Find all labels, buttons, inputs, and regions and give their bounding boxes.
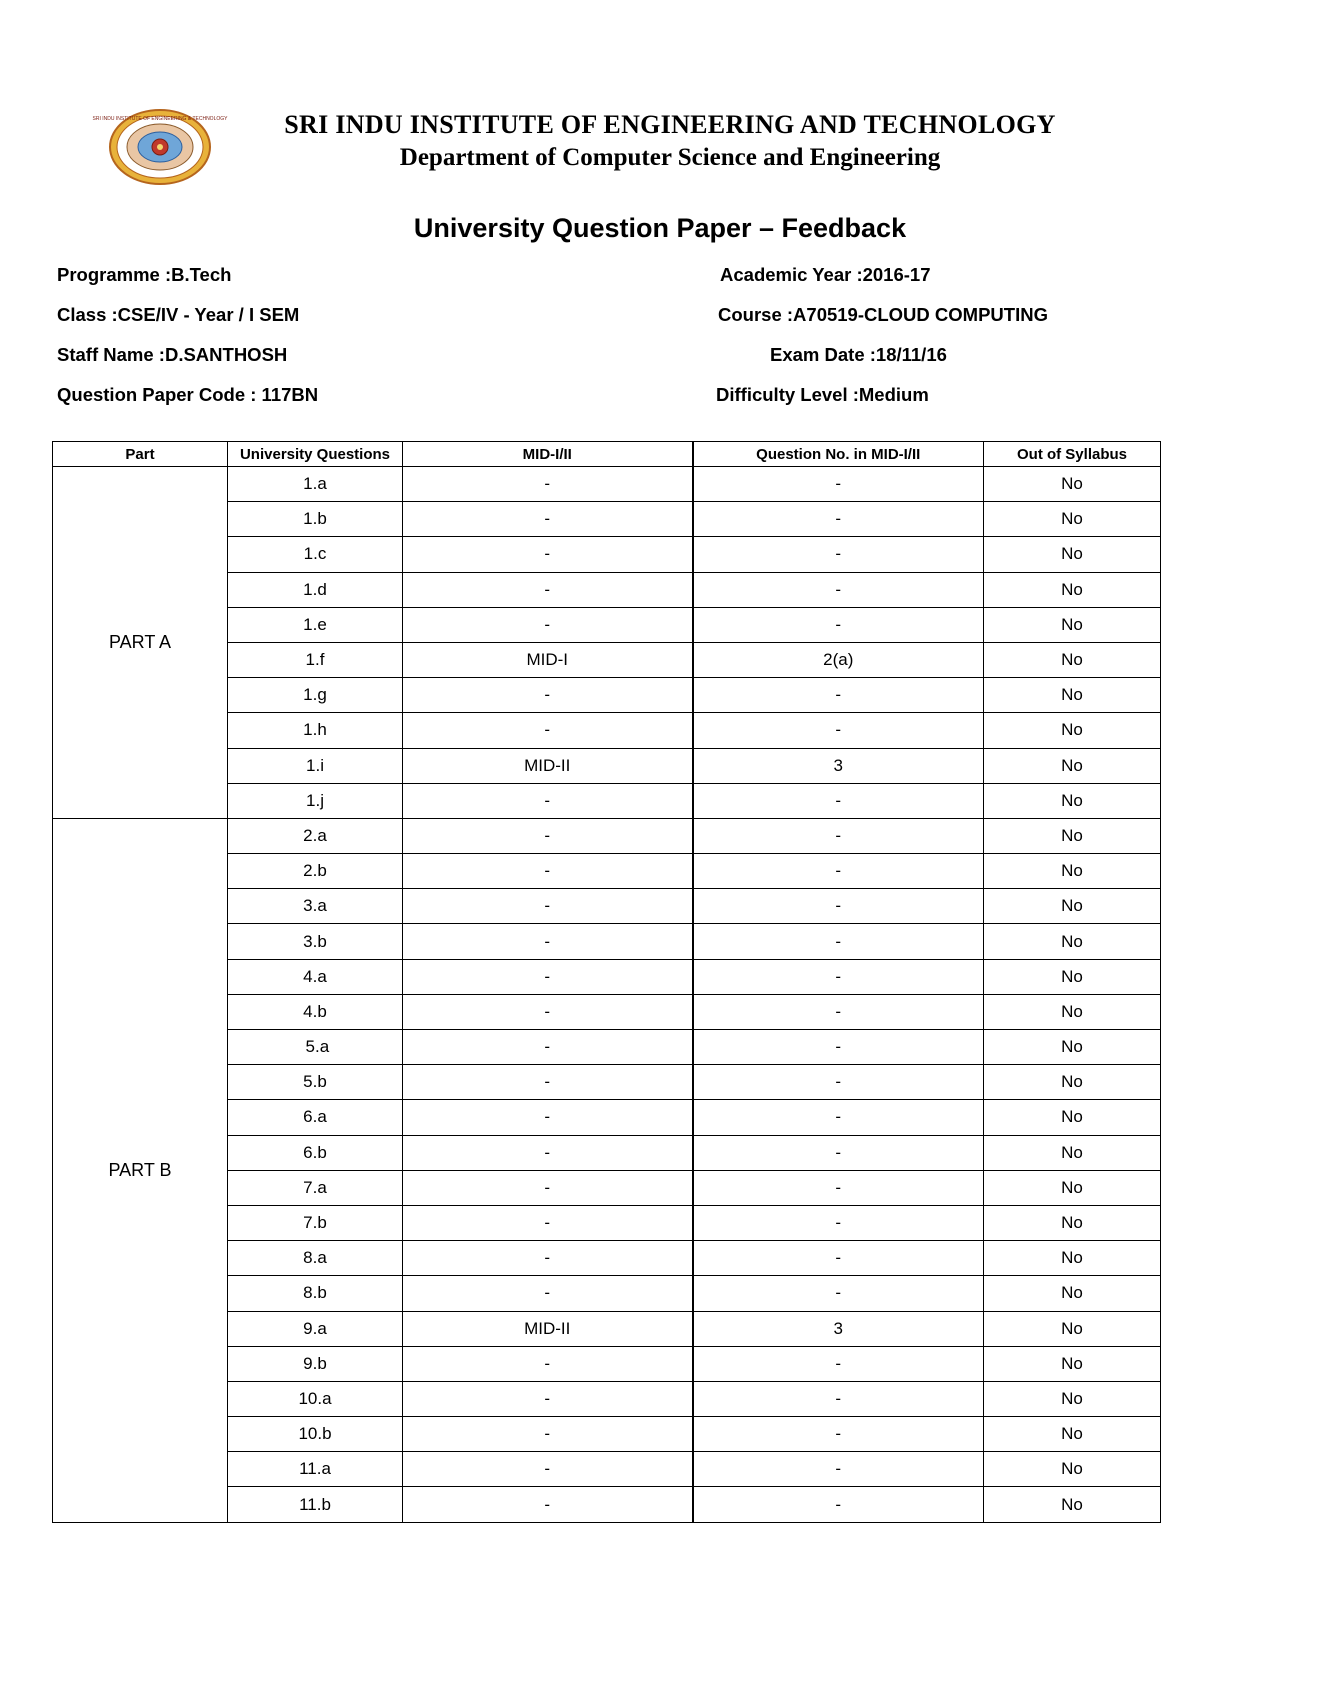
question-cell: 2.a	[228, 818, 403, 853]
academic-year-value: 2016-17	[862, 264, 931, 285]
column-header-question-no: Question No. in MID-I/II	[693, 442, 984, 467]
column-header-out-of-syllabus: Out of Syllabus	[984, 442, 1161, 467]
out-of-syllabus-cell: No	[984, 1135, 1161, 1170]
question-paper-code-value: 117BN	[256, 384, 319, 405]
mid-question-no-cell: -	[693, 607, 984, 642]
mid-question-no-cell: -	[693, 502, 984, 537]
mid-cell: -	[403, 572, 693, 607]
out-of-syllabus-cell: No	[984, 924, 1161, 959]
course-field	[718, 304, 1048, 326]
mid-cell: -	[403, 1100, 693, 1135]
mid-cell: -	[403, 678, 693, 713]
mid-question-no-cell: -	[693, 713, 984, 748]
mid-cell: -	[403, 1417, 693, 1452]
mid-cell: -	[403, 889, 693, 924]
column-header-part: Part	[53, 442, 228, 467]
mid-question-no-cell: -	[693, 678, 984, 713]
question-cell: 4.b	[228, 994, 403, 1029]
out-of-syllabus-cell: No	[984, 537, 1161, 572]
mid-question-no-cell: -	[693, 1452, 984, 1487]
out-of-syllabus-cell: No	[984, 994, 1161, 1029]
mid-question-no-cell: -	[693, 467, 984, 502]
out-of-syllabus-cell: No	[984, 1170, 1161, 1205]
table-row	[53, 818, 1161, 853]
question-cell: 1.c	[228, 537, 403, 572]
mid-cell: -	[403, 1276, 693, 1311]
out-of-syllabus-cell: No	[984, 1311, 1161, 1346]
question-cell: 1.g	[228, 678, 403, 713]
mid-cell: -	[403, 1381, 693, 1416]
logo-text: SRI INDU INSTITUTE OF ENGINEERING & TECHNOLOGY	[92, 116, 228, 122]
part-cell: PART B	[53, 818, 228, 1522]
mid-cell: -	[403, 818, 693, 853]
mid-cell: MID-II	[403, 1311, 693, 1346]
question-cell: 1.b	[228, 502, 403, 537]
institute-name: SRI INDU INSTITUTE OF ENGINEERING AND TECHNOLOGY	[284, 110, 1056, 139]
question-cell: 10.b	[228, 1417, 403, 1452]
mid-question-no-cell: 2(a)	[693, 642, 984, 677]
mid-cell: MID-II	[403, 748, 693, 783]
mid-question-no-cell: -	[693, 1170, 984, 1205]
mid-cell: -	[403, 1065, 693, 1100]
mid-cell: -	[403, 1346, 693, 1381]
department-name: Department of Computer Science and Engineering	[399, 144, 941, 171]
out-of-syllabus-cell: No	[984, 889, 1161, 924]
mid-question-no-cell: -	[693, 924, 984, 959]
question-cell: 8.b	[228, 1276, 403, 1311]
question-cell: 11.b	[228, 1487, 403, 1522]
question-cell: 8.a	[228, 1241, 403, 1276]
out-of-syllabus-cell: No	[984, 1100, 1161, 1135]
mid-question-no-cell: -	[693, 1030, 984, 1065]
out-of-syllabus-cell: No	[984, 748, 1161, 783]
part-cell: PART A	[53, 467, 228, 819]
question-cell: 1.h	[228, 713, 403, 748]
question-cell: 1.f	[228, 642, 403, 677]
out-of-syllabus-cell: No	[984, 642, 1161, 677]
mid-cell: -	[403, 1135, 693, 1170]
question-cell: 7.b	[228, 1205, 403, 1240]
mid-question-no-cell: -	[693, 1241, 984, 1276]
mid-cell: -	[403, 994, 693, 1029]
question-cell: 6.b	[228, 1135, 403, 1170]
mid-cell: -	[403, 959, 693, 994]
out-of-syllabus-cell: No	[984, 1381, 1161, 1416]
mid-question-no-cell: -	[693, 1276, 984, 1311]
out-of-syllabus-cell: No	[984, 818, 1161, 853]
question-cell: 3.b	[228, 924, 403, 959]
staff-value: D.SANTHOSH	[164, 344, 288, 365]
out-of-syllabus-cell: No	[984, 467, 1161, 502]
course-label: Course :	[718, 304, 794, 325]
mid-question-no-cell: -	[693, 889, 984, 924]
question-cell: 11.a	[228, 1452, 403, 1487]
academic-year-label: Academic Year :	[720, 264, 863, 285]
out-of-syllabus-cell: No	[984, 713, 1161, 748]
out-of-syllabus-cell: No	[984, 854, 1161, 889]
out-of-syllabus-cell: No	[984, 783, 1161, 818]
out-of-syllabus-cell: No	[984, 1241, 1161, 1276]
feedback-table	[52, 441, 1161, 1523]
out-of-syllabus-cell: No	[984, 572, 1161, 607]
exam-date-field	[770, 344, 947, 366]
question-cell: 10.a	[228, 1381, 403, 1416]
class-field	[57, 304, 299, 326]
programme-value: B.Tech	[171, 264, 232, 285]
column-header-university-questions: University Questions	[228, 442, 403, 467]
out-of-syllabus-cell: No	[984, 1065, 1161, 1100]
mid-cell: -	[403, 467, 693, 502]
difficulty-label: Difficulty Level :	[716, 384, 859, 405]
mid-question-no-cell: -	[693, 1487, 984, 1522]
mid-question-no-cell: -	[693, 959, 984, 994]
difficulty-field	[716, 384, 929, 406]
mid-question-no-cell: -	[693, 818, 984, 853]
exam-date-value: 18/11/16	[875, 344, 947, 365]
out-of-syllabus-cell: No	[984, 1417, 1161, 1452]
question-cell: 1.e	[228, 607, 403, 642]
question-cell: 1.a	[228, 467, 403, 502]
table-header-row	[53, 442, 1161, 467]
mid-cell: -	[403, 607, 693, 642]
mid-cell: -	[403, 537, 693, 572]
mid-question-no-cell: 3	[693, 748, 984, 783]
mid-question-no-cell: 3	[693, 1311, 984, 1346]
class-value: CSE/IV - Year / I SEM	[117, 304, 300, 325]
question-paper-code-field	[57, 384, 318, 406]
staff-label: Staff Name :	[57, 344, 165, 365]
mid-question-no-cell: -	[693, 1065, 984, 1100]
question-cell: 5.b	[228, 1065, 403, 1100]
mid-question-no-cell: -	[693, 1346, 984, 1381]
course-value: A70519-CLOUD COMPUTING	[793, 304, 1048, 325]
out-of-syllabus-cell: No	[984, 1452, 1161, 1487]
mid-cell: -	[403, 713, 693, 748]
mid-question-no-cell: -	[693, 1135, 984, 1170]
academic-year-field	[720, 264, 931, 286]
out-of-syllabus-cell: No	[984, 1276, 1161, 1311]
mid-cell: -	[403, 502, 693, 537]
mid-cell: -	[403, 1030, 693, 1065]
institute-seal-icon	[92, 108, 228, 186]
mid-question-no-cell: -	[693, 994, 984, 1029]
mid-cell: MID-I	[403, 642, 693, 677]
question-cell: 5.a	[228, 1030, 403, 1065]
mid-question-no-cell: -	[693, 783, 984, 818]
out-of-syllabus-cell: No	[984, 502, 1161, 537]
mid-question-no-cell: -	[693, 1381, 984, 1416]
question-cell: 3.a	[228, 889, 403, 924]
table-row	[53, 467, 1161, 502]
mid-cell: -	[403, 854, 693, 889]
class-label: Class :	[57, 304, 118, 325]
out-of-syllabus-cell: No	[984, 1487, 1161, 1522]
question-cell: 4.a	[228, 959, 403, 994]
out-of-syllabus-cell: No	[984, 678, 1161, 713]
question-cell: 9.b	[228, 1346, 403, 1381]
out-of-syllabus-cell: No	[984, 959, 1161, 994]
mid-cell: -	[403, 1170, 693, 1205]
mid-cell: -	[403, 1205, 693, 1240]
mid-question-no-cell: -	[693, 1417, 984, 1452]
out-of-syllabus-cell: No	[984, 1030, 1161, 1065]
column-header-mid: MID-I/II	[403, 442, 693, 467]
exam-date-label: Exam Date :	[770, 344, 876, 365]
question-cell: 1.d	[228, 572, 403, 607]
out-of-syllabus-cell: No	[984, 1205, 1161, 1240]
programme-field	[57, 264, 231, 286]
question-paper-code-label: Question Paper Code :	[57, 384, 257, 405]
question-cell: 1.i	[228, 748, 403, 783]
mid-question-no-cell: -	[693, 537, 984, 572]
question-cell: 6.a	[228, 1100, 403, 1135]
mid-cell: -	[403, 1487, 693, 1522]
mid-question-no-cell: -	[693, 572, 984, 607]
question-cell: 7.a	[228, 1170, 403, 1205]
mid-cell: -	[403, 783, 693, 818]
page-title: University Question Paper – Feedback	[413, 213, 907, 243]
mid-cell: -	[403, 924, 693, 959]
mid-question-no-cell: -	[693, 854, 984, 889]
mid-question-no-cell: -	[693, 1100, 984, 1135]
mid-cell: -	[403, 1241, 693, 1276]
difficulty-value: Medium	[858, 384, 929, 405]
staff-field	[57, 344, 287, 366]
mid-cell: -	[403, 1452, 693, 1487]
programme-label: Programme :	[57, 264, 172, 285]
out-of-syllabus-cell: No	[984, 607, 1161, 642]
mid-question-no-cell: -	[693, 1205, 984, 1240]
question-cell: 2.b	[228, 854, 403, 889]
question-cell: 9.a	[228, 1311, 403, 1346]
out-of-syllabus-cell: No	[984, 1346, 1161, 1381]
question-cell: 1.j	[228, 783, 403, 818]
